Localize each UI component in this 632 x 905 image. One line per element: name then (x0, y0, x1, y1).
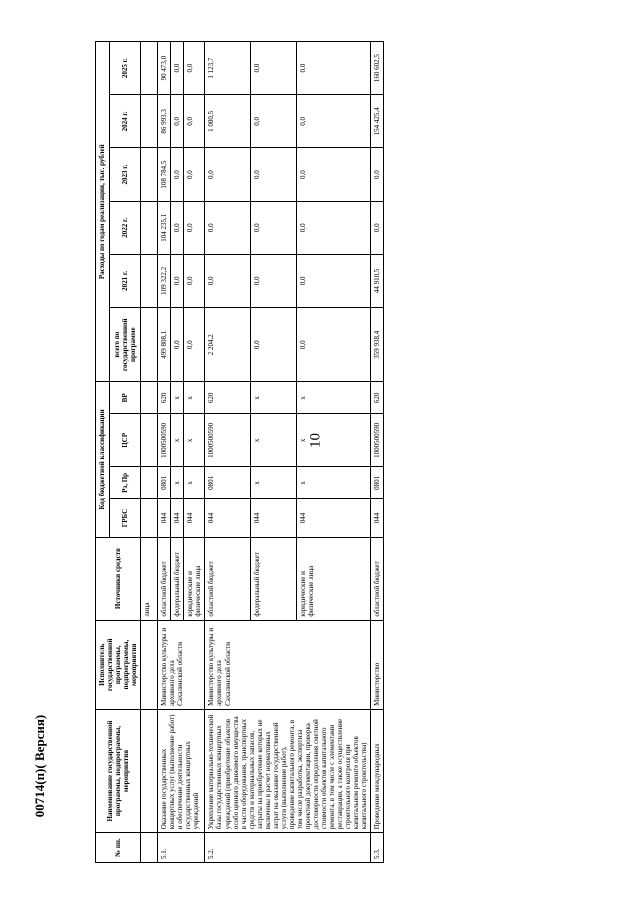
source: юридические и физические лица (184, 537, 205, 620)
y2021: 0,0 (184, 254, 205, 307)
y2024: 1 080,5 (205, 95, 251, 148)
csr: 1000500590 (205, 414, 251, 467)
header-2021: 2021 г. (109, 254, 140, 307)
header-executor: Исполнитель государственной программы, подпрограммы, мероприятия (96, 620, 141, 709)
y2024: 0,0 (297, 95, 371, 148)
grbs: 044 (371, 499, 384, 537)
csr: х (297, 414, 371, 467)
csr: х (171, 414, 184, 467)
header-2024: 2024 г. (109, 95, 140, 148)
header-vr: ВР (109, 382, 140, 414)
csr: 1000500590 (158, 414, 171, 467)
total: 0,0 (297, 307, 371, 381)
rzpr: х (297, 467, 371, 499)
header-2022: 2022 г. (109, 201, 140, 254)
table-row (205, 42, 251, 863)
grbs: 044 (184, 499, 205, 537)
table-row (141, 42, 158, 863)
total: 0,0 (184, 307, 205, 381)
y2022: 0,0 (297, 201, 371, 254)
csr: х (251, 414, 297, 467)
csr: х (184, 414, 205, 467)
header-2025: 2025 г. (109, 42, 140, 95)
rzpr: х (251, 467, 297, 499)
header-rzpr: Рз, Пр (109, 467, 140, 499)
y2024: 0,0 (184, 95, 205, 148)
header-grbs: ГРБС (109, 499, 140, 537)
header-csr: ЦСР (109, 414, 140, 467)
header-budget-code: Код бюджетной классификации (96, 382, 110, 537)
total: 0,0 (171, 307, 184, 381)
y2023: 0,0 (205, 148, 251, 201)
header-expenses: Расходы по годам реализации, тыс. рублей (96, 42, 110, 382)
source: областной бюджет (158, 537, 171, 620)
y2021: 44 910,5 (371, 254, 384, 307)
header-name: Наименование государственной программы, подпрограммы, мероприятия (96, 709, 141, 832)
grbs: 044 (205, 499, 251, 537)
y2021: 109 322,2 (158, 254, 171, 307)
header-source: Источники средств (96, 537, 141, 620)
measure-name: Укрепление материально-технической базы государственных концертных учреждений (приобретение объектов особо ценного движимого имущества в части оборудования, транспортных средств и материальных запасов, затраты на приобретение которых не включены в расчет нормативных затрат на оказание государственной услуги (выполнение работ), проведение капитального ремонта, в том числе разработка, экспертиза проектной документации, проверка достоверности определения сметной стоимости объектов капитального ремонта, в том числе с элементами реставрации, а также осуществление строительного контроля при капитальном ремонте объектов капитального строительства) (205, 709, 371, 832)
vr: 620 (371, 382, 384, 414)
y2021: 0,0 (205, 254, 251, 307)
y2023: 0,0 (297, 148, 371, 201)
row-number: 5.1. (158, 833, 205, 863)
y2025: 0,0 (171, 42, 184, 95)
source: областной бюджет (205, 537, 251, 620)
measure-name: Проведение международных (371, 709, 384, 832)
header-2023: 2023 г. (109, 148, 140, 201)
y2025: 0,0 (184, 42, 205, 95)
y2023: 0,0 (371, 148, 384, 201)
y2023: 108 784,5 (158, 148, 171, 201)
continuation-source: лица (141, 537, 158, 620)
rzpr: 0801 (158, 467, 171, 499)
y2025: 1 123,7 (205, 42, 251, 95)
y2024: 154 425,4 (371, 95, 384, 148)
source: юридические и физические лица (297, 537, 371, 620)
y2021: 0,0 (251, 254, 297, 307)
vr: х (297, 382, 371, 414)
grbs: 044 (297, 499, 371, 537)
document-code: 00714(п)( Версия) (32, 714, 47, 818)
executor: Министерство (371, 620, 384, 709)
y2022: 0,0 (171, 201, 184, 254)
y2025: 0,0 (251, 42, 297, 95)
table-row (371, 42, 384, 863)
y2023: 0,0 (184, 148, 205, 201)
header-num: № пп. (96, 833, 141, 863)
table-row (158, 42, 171, 863)
total: 359 938,4 (371, 307, 384, 381)
y2022: 0,0 (184, 201, 205, 254)
y2023: 0,0 (171, 148, 184, 201)
total: 0,0 (251, 307, 297, 381)
y2022: 0,0 (371, 201, 384, 254)
row-number: 5.2. (205, 833, 371, 863)
source: федеральный бюджет (251, 537, 297, 620)
row-number: 5.3. (371, 833, 384, 863)
grbs: 044 (251, 499, 297, 537)
y2023: 0,0 (251, 148, 297, 201)
y2021: 0,0 (171, 254, 184, 307)
executor: Министерство культуры и архивного дела Сахалинской области (158, 620, 205, 709)
source: областной бюджет (371, 537, 384, 620)
y2025: 160 602,5 (371, 42, 384, 95)
source: федеральный бюджет (171, 537, 184, 620)
vr: х (171, 382, 184, 414)
executor: Министерство культуры и архивного дела Сахалинской области (205, 620, 371, 709)
rotated-table-container (95, 41, 575, 863)
rzpr: 0801 (205, 467, 251, 499)
y2022: 0,0 (205, 201, 251, 254)
y2025: 0,0 (297, 42, 371, 95)
page-number: 10 (307, 433, 324, 448)
y2024: 0,0 (171, 95, 184, 148)
total: 499 808,1 (158, 307, 171, 381)
y2024: 0,0 (251, 95, 297, 148)
budget-table (95, 41, 384, 863)
vr: 620 (205, 382, 251, 414)
y2022: 0,0 (251, 201, 297, 254)
rzpr: 0801 (371, 467, 384, 499)
header-total: всего по государственной программе (109, 307, 140, 381)
rzpr: х (184, 467, 205, 499)
vr: х (184, 382, 205, 414)
grbs: 044 (158, 499, 171, 537)
rzpr: х (171, 467, 184, 499)
total: 2 204,2 (205, 307, 251, 381)
vr: х (251, 382, 297, 414)
vr: 620 (158, 382, 171, 414)
csr: 1000500590 (371, 414, 384, 467)
y2022: 104 235,1 (158, 201, 171, 254)
measure-name: Оказание государственных концертных услуг (выполнение работ) и обеспечение деятельности государственных концертных учреждений (158, 709, 205, 832)
grbs: 044 (171, 499, 184, 537)
y2025: 90 473,0 (158, 42, 171, 95)
y2021: 0,0 (297, 254, 371, 307)
y2024: 86 993,3 (158, 95, 171, 148)
